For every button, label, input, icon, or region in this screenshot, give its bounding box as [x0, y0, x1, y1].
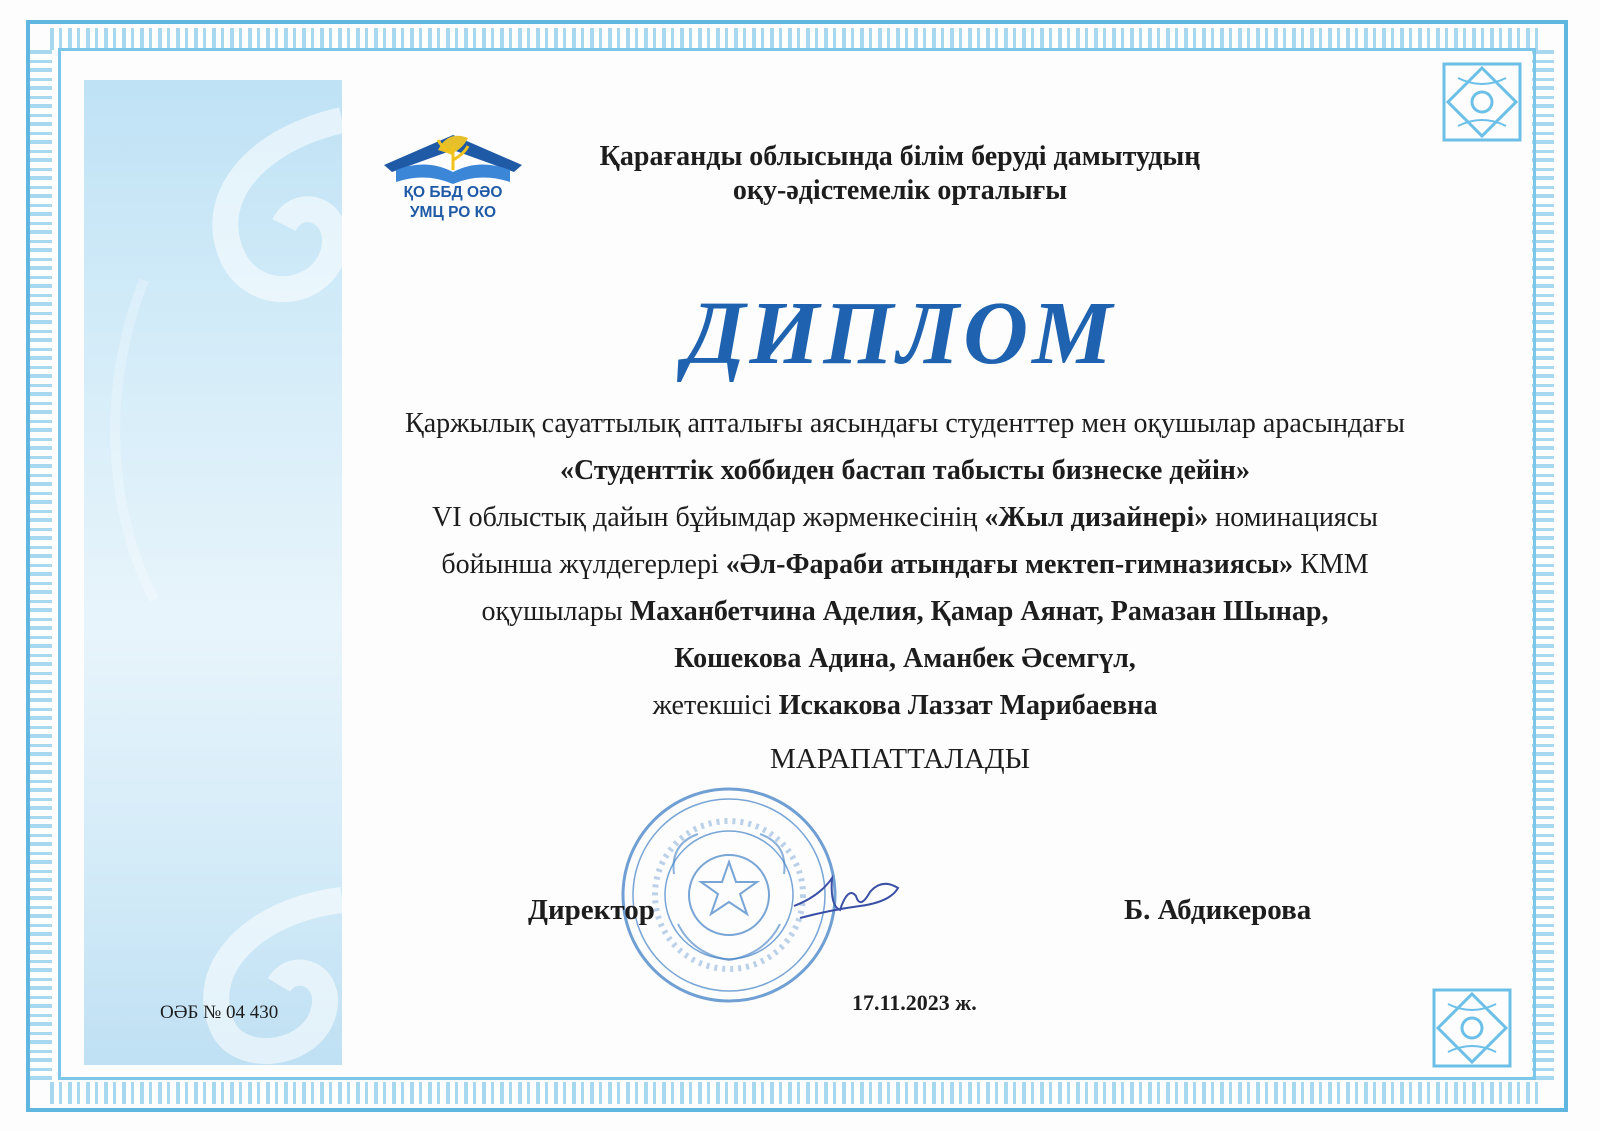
serial-number: ОӘБ № 04 430: [160, 1002, 279, 1023]
line7-prefix: жетекшісі: [652, 690, 779, 721]
corner-ornament-icon: [1440, 60, 1524, 144]
supervisor-name: Искакова Лаззат Марибаевна: [778, 690, 1158, 721]
award-line-1: Қаржылық сауаттылық апталығы аясындағы студенттер мен оқушылар арасындағы: [405, 408, 1405, 439]
diploma-title: ДИПЛОМ: [683, 284, 1117, 383]
signer-name: Б. Абдикерова: [1124, 894, 1312, 926]
award-line-6: [300, 635, 1510, 682]
student-names-1: Маханбетчина Аделия, Қамар Аянат, Рамазан Шынар,: [629, 596, 1329, 627]
line3-prefix: VI облыстық дайын бұйымдар жәрменкесінің: [432, 502, 985, 533]
award-line-7: [300, 682, 1510, 729]
director-label: Директор: [528, 894, 655, 926]
school-name: «Әл-Фараби атындағы мектеп-гимназиясы»: [725, 549, 1294, 580]
corner-ornament-icon: [1430, 986, 1514, 1070]
logo-caption-kaz: ҚО ББД ОӘО: [403, 184, 503, 201]
award-line-2: [300, 447, 1510, 494]
award-text: [300, 400, 1510, 729]
issue-date: 17.11.2023 ж.: [852, 990, 977, 1015]
award-line-3: [300, 494, 1510, 541]
line3-suffix: номинациясы: [1208, 502, 1378, 533]
contest-name: «Студенттік хоббиден бастап табысты бизнеске дейін»: [560, 455, 1250, 486]
awarded-word: МАРАПАТТАЛАДЫ: [769, 743, 1031, 775]
logo-caption: [378, 183, 528, 223]
nomination-name: «Жыл дизайнері»: [984, 502, 1209, 533]
logo-caption-rus: УМЦ РО КО: [409, 204, 497, 221]
organization-heading: [520, 140, 1280, 208]
org-line-1: Қарағанды облысында білім беруді дамытудың: [599, 141, 1201, 172]
line5-prefix: оқушылары: [481, 596, 630, 627]
award-line-5: [300, 588, 1510, 635]
student-names-2: Кошекова Адина, Аманбек Әсемгүл,: [674, 643, 1136, 674]
signature-icon: [790, 866, 910, 926]
org-line-2: оқу-әдістемелік орталығы: [732, 175, 1068, 206]
line4-prefix: бойынша жүлдегерлері: [441, 549, 726, 580]
award-line-4: [300, 541, 1510, 588]
line4-suffix: КММ: [1293, 549, 1369, 580]
